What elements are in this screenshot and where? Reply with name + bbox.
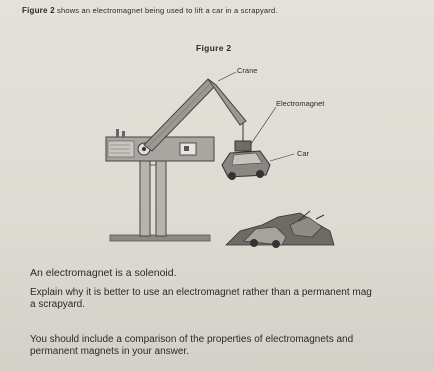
tower-leg-right	[156, 160, 166, 236]
explain-line-2: a scrapyard.	[30, 299, 86, 310]
crane-jib	[208, 79, 246, 125]
solenoid-statement: An electromagnet is a solenoid.	[30, 267, 177, 279]
electromagnet-label: Electromagnet	[276, 99, 325, 108]
include-line-2: permanent magnets in your answer.	[30, 346, 189, 357]
figure-reference: Figure 2	[22, 6, 55, 15]
include-instruction	[30, 334, 430, 358]
crane-leader-line	[218, 72, 236, 81]
crane-diagram	[94, 55, 344, 255]
electromagnet-leader-line	[251, 107, 276, 144]
car-leader-line	[270, 154, 294, 161]
intro-text: shows an electromagnet being used to lift a car in a scrapyard.	[54, 6, 278, 15]
car-label: Car	[297, 149, 310, 158]
explain-line-1: Explain why it is better to use an electromagnet rather than a permanent mag	[30, 287, 372, 298]
intro-sentence	[22, 6, 422, 15]
explain-question	[30, 287, 434, 311]
lifted-car	[222, 151, 270, 180]
tower-leg-left	[140, 160, 150, 236]
scrap-pile	[226, 211, 334, 248]
crane-label: Crane	[237, 66, 258, 75]
figure-title: Figure 2	[196, 43, 232, 53]
electromagnet	[235, 141, 251, 151]
include-line-1: You should include a comparison of the properties of electromagnets and	[30, 334, 354, 345]
